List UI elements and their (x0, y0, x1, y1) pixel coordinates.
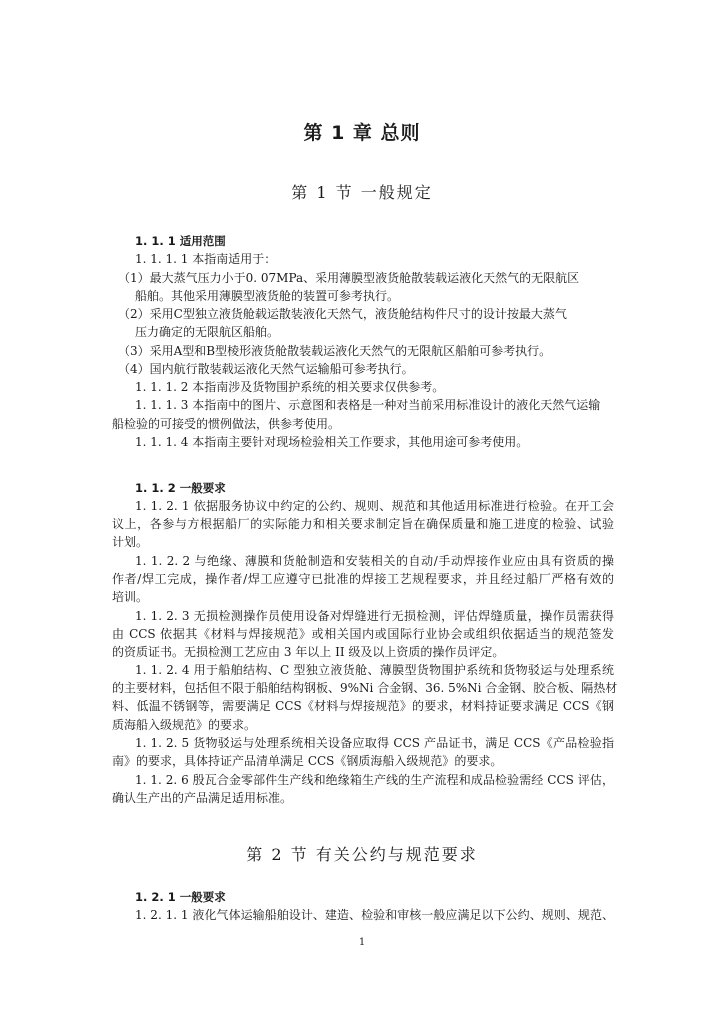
text-line: 1. 1. 2. 2 与绝缘、薄膜和货舱制造和安装相关的自动/手动焊接作业应由具有资质的操 (135, 554, 614, 568)
text-line: 船舶。其他采用薄膜型液货舱的装置可参考执行。 (135, 289, 400, 303)
text-line: 料、低温不锈钢等，需要满足 CCS《材料与焊接规范》的要求，材料持证要求满足 CCS《钢 (112, 699, 614, 713)
section-title-2: 第 2 节 有关公约与规范要求 (246, 845, 478, 864)
text-line: 1. 1. 2. 3 无损检测操作员使用设备对焊缝进行无损检测，评估焊缝质量，操作员需获得 (135, 609, 614, 623)
text-line: 1. 1. 1. 3 本指南中的图片、示意图和表格是一种对当前采用标准设计的液化天然气运输 (135, 398, 601, 412)
text-line: 南》的要求，具体持证产品清单满足 CCS《钢质海船入级规范》的要求。 (112, 754, 503, 768)
text-line: 1. 1. 1. 4 本指南主要针对现场检验相关工作要求，其他用途可参考使用。 (135, 435, 529, 449)
text-line: 1. 1. 2. 1 依据服务协议中约定的公约、规则、规范和其他适用标准进行检验。在开工会 (135, 499, 614, 513)
section-heading: 1. 2. 1 一般要求 (135, 890, 226, 904)
text-line: 的资质证书。无损检测工艺应由 3 年以上 II 级及以上资质的操作员评定。 (112, 645, 505, 659)
text-line: 1. 1. 2. 5 货物驳运与处理系统相关设备应取得 CCS 产品证书，满足 CCS《产品检验指 (135, 736, 614, 750)
text-line: 由 CCS 依据其《材料与焊接规范》或相关国内或国际行业协会或组织依据适当的规范签发 (112, 627, 614, 641)
text-line: 1. 1. 2. 6 殷瓦合金零部件生产线和绝缘箱生产线的生产流程和成品检验需经 CCS 评估， (135, 773, 614, 787)
text-line: 计划。 (112, 535, 149, 549)
text-line: 作者/焊工完成，操作者/焊工应遵守已批准的焊接工艺规程要求，并且经过船厂严格有效的 (112, 572, 614, 586)
text-line: 的主要材料，包括但不限于船舶结构钢板、9%Ni 合金钢、36. 5%Ni 合金钢、胶合板、隔热材 (112, 681, 618, 695)
text-line: 1. 1. 1. 2 本指南涉及货物围护系统的相关要求仅供参考。 (135, 380, 445, 394)
text-line: （4）国内航行散装载运液化天然气运输船可参考执行。 (118, 362, 414, 376)
text-line: 压力确定的无限航区船舶。 (135, 325, 280, 339)
text-line: 1. 1. 2. 4 用于船舶结构、C 型独立液货舱、薄膜型货物围护系统和货物驳运与处理系统 (135, 663, 614, 677)
text-line: 船检验的可接受的惯例做法，供参考使用。 (112, 417, 341, 431)
text-line: 议上，各参与方根据船厂的实际能力和相关要求制定旨在确保质量和施工进度的检验、试验 (112, 517, 614, 531)
text-line: （3）采用A型和B型棱形液货舱散装载运液化天然气的无限航区船舶可参考执行。 (118, 344, 552, 358)
text-line: 1. 1. 1. 1 本指南适用于： (135, 252, 277, 266)
section-title-1: 第 1 节 一般规定 (291, 183, 433, 202)
text-line: （2）采用C型独立液货舱载运散装液化天然气，液货舱结构件尺寸的设计按最大蒸气 (118, 307, 567, 321)
text-line: 1. 2. 1. 1 液化气体运输船舶设计、建造、检验和审核一般应满足以下公约、规则、规范、 (135, 908, 614, 922)
section-heading: 1. 1. 1 适用范围 (135, 234, 226, 248)
text-line: （1）最大蒸气压力小于0. 07MPa、采用薄膜型液货舱散装载运液化天然气的无限航区 (118, 271, 580, 285)
page-number: 1 (358, 937, 366, 948)
text-line: 确认生产出的产品满足适用标准。 (112, 791, 293, 805)
section-heading: 1. 1. 2 一般要求 (135, 481, 226, 495)
chapter-title: 第 1 章 总则 (303, 122, 421, 144)
text-line: 培训。 (112, 590, 149, 604)
text-line: 质海船入级规范》的要求。 (112, 718, 257, 732)
